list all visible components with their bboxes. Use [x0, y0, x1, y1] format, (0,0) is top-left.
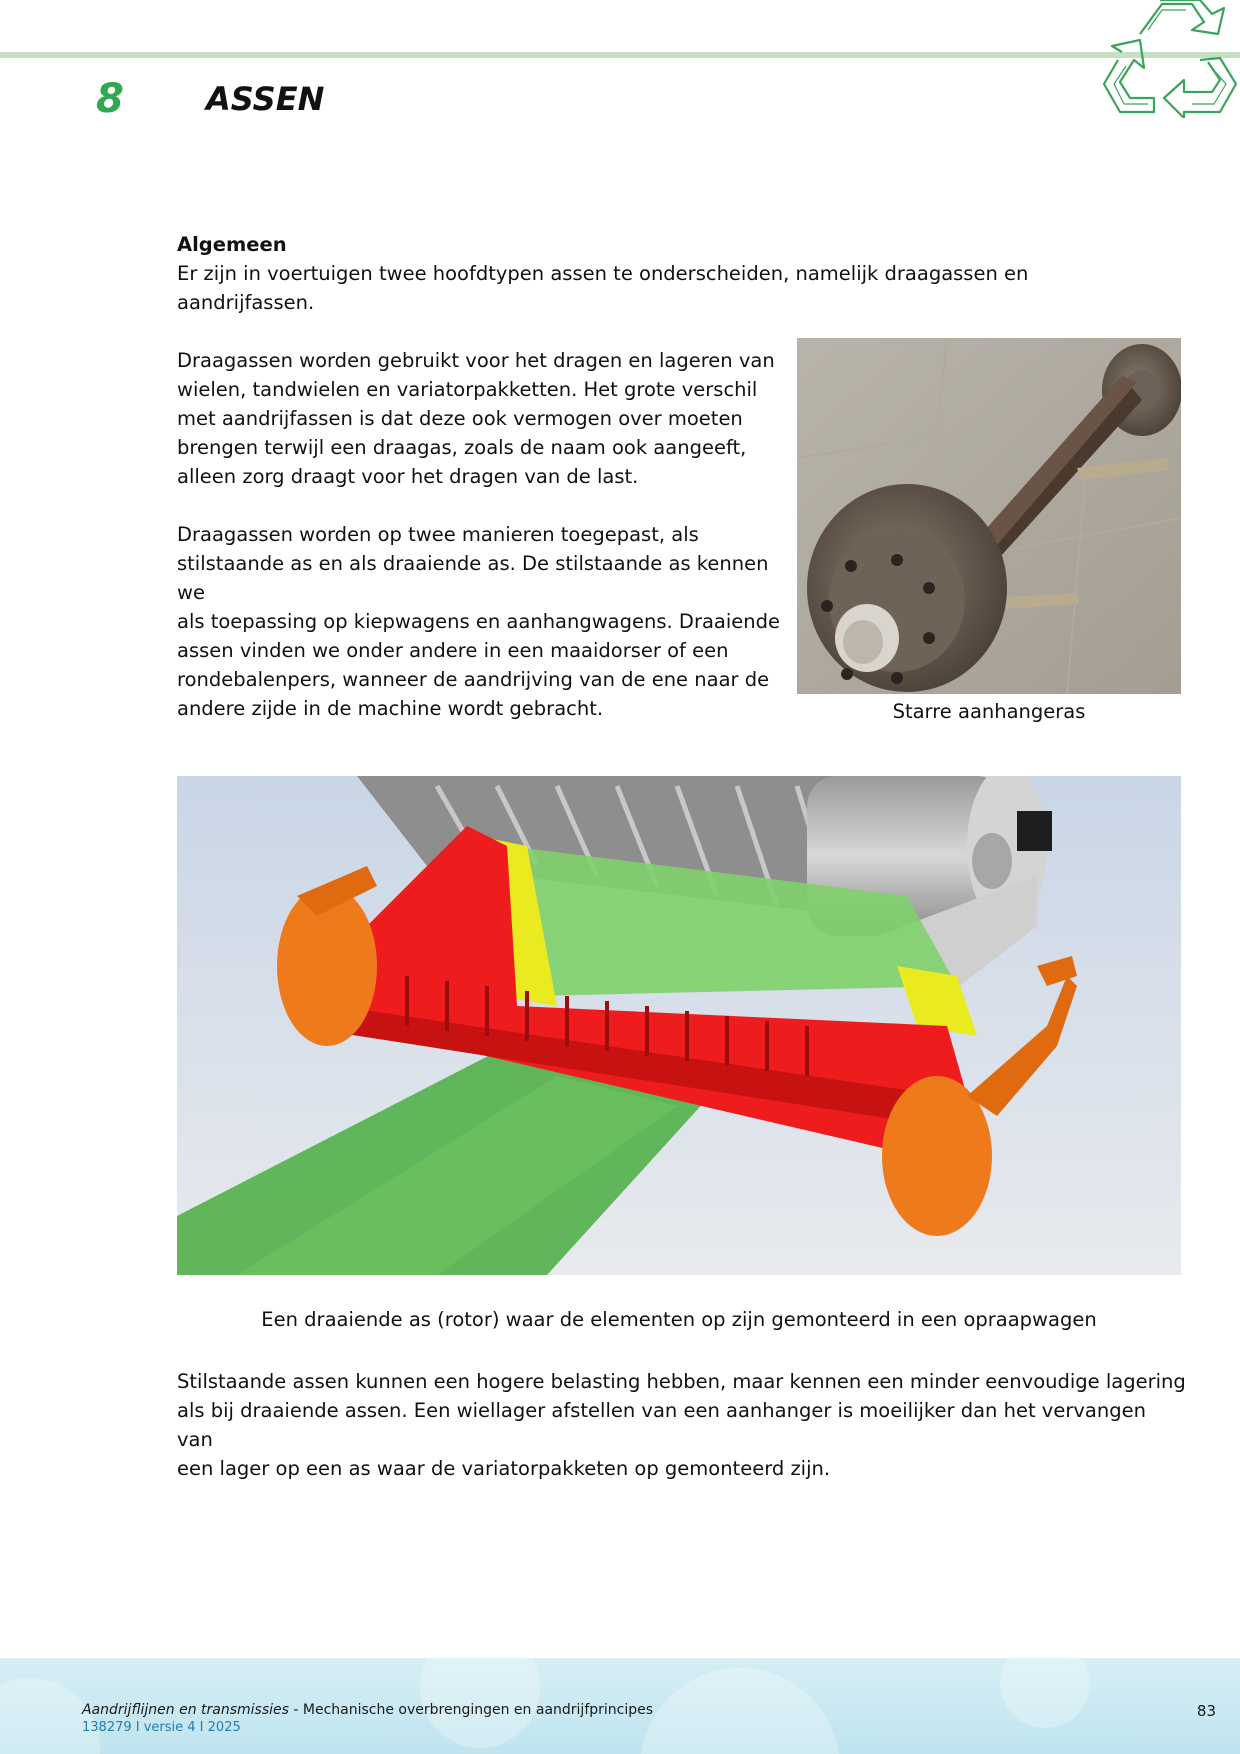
text-line: wielen, tandwielen en variatorpakketten. Het grote verschil	[177, 378, 758, 401]
text-line: als bij draaiende assen. Een wiellager afstellen van een aanhanger is moeilijker dan het vervangen van	[177, 1399, 1146, 1451]
header-rule	[0, 52, 1240, 58]
chapter-title: ASSEN	[206, 80, 325, 118]
footer-bubble	[1000, 1658, 1090, 1728]
text-line: als toepassing op kiepwagens en aanhangwagens. Draaiende	[177, 610, 781, 633]
rotor-render	[177, 776, 1181, 1275]
axle-photo	[797, 338, 1181, 694]
text-line: alleen zorg draagt voor het dragen van de last.	[177, 465, 639, 488]
text-line: andere zijde in de machine wordt gebracht.	[177, 697, 604, 720]
footer-meta: 138279 I versie 4 I 2025	[82, 1720, 241, 1735]
rotor-caption: Een draaiende as (rotor) waar de elementen op zijn gemonteerd in een opraapwagen	[261, 1308, 1097, 1331]
intro-section	[177, 230, 1187, 317]
text-line: Stilstaande assen kunnen een hogere belasting hebben, maar kennen een minder eenvoudige lagering	[177, 1370, 1186, 1393]
paragraph-stilstaand	[177, 1367, 1187, 1483]
intro-line: aandrijfassen.	[177, 291, 315, 314]
text-line: Draagassen worden op twee manieren toegepast, als	[177, 523, 699, 546]
text-line: stilstaande as en als draaiende as. De stilstaande as kennen we	[177, 552, 769, 604]
recycle-icon	[1100, 0, 1240, 118]
intro-line: Er zijn in voertuigen twee hoofdtypen assen te onderscheiden, namelijk draagassen en	[177, 262, 1029, 285]
text-line: assen vinden we onder andere in een maaidorser of een	[177, 639, 729, 662]
text-line: brengen terwijl een draagas, zoals de naam ook aangeeft,	[177, 436, 747, 459]
section-heading: Algemeen	[177, 233, 287, 256]
text-line: een lager op een as waar de variatorpakketen op gemonteerd zijn.	[177, 1457, 831, 1480]
footer-bubble	[640, 1668, 840, 1754]
page-number: 83	[1196, 1702, 1216, 1720]
book-subtitle: - Mechanische overbrengingen en aandrijfprincipes	[288, 1702, 654, 1718]
axle-caption: Starre aanhangeras	[892, 700, 1086, 723]
text-line: met aandrijfassen is dat deze ook vermogen over moeten	[177, 407, 743, 430]
text-line: Draagassen worden gebruikt voor het dragen en lageren van	[177, 349, 775, 372]
paragraph-draagassen	[177, 346, 787, 491]
paragraph-toepassing	[177, 520, 792, 723]
book-title: Aandrijflijnen en transmissies	[82, 1702, 289, 1718]
chapter-number: 8	[96, 76, 124, 122]
text-line: rondebalenpers, wanneer de aandrijving van de ene naar de	[177, 668, 770, 691]
page-footer	[0, 1658, 1240, 1754]
footer-title	[82, 1702, 653, 1718]
